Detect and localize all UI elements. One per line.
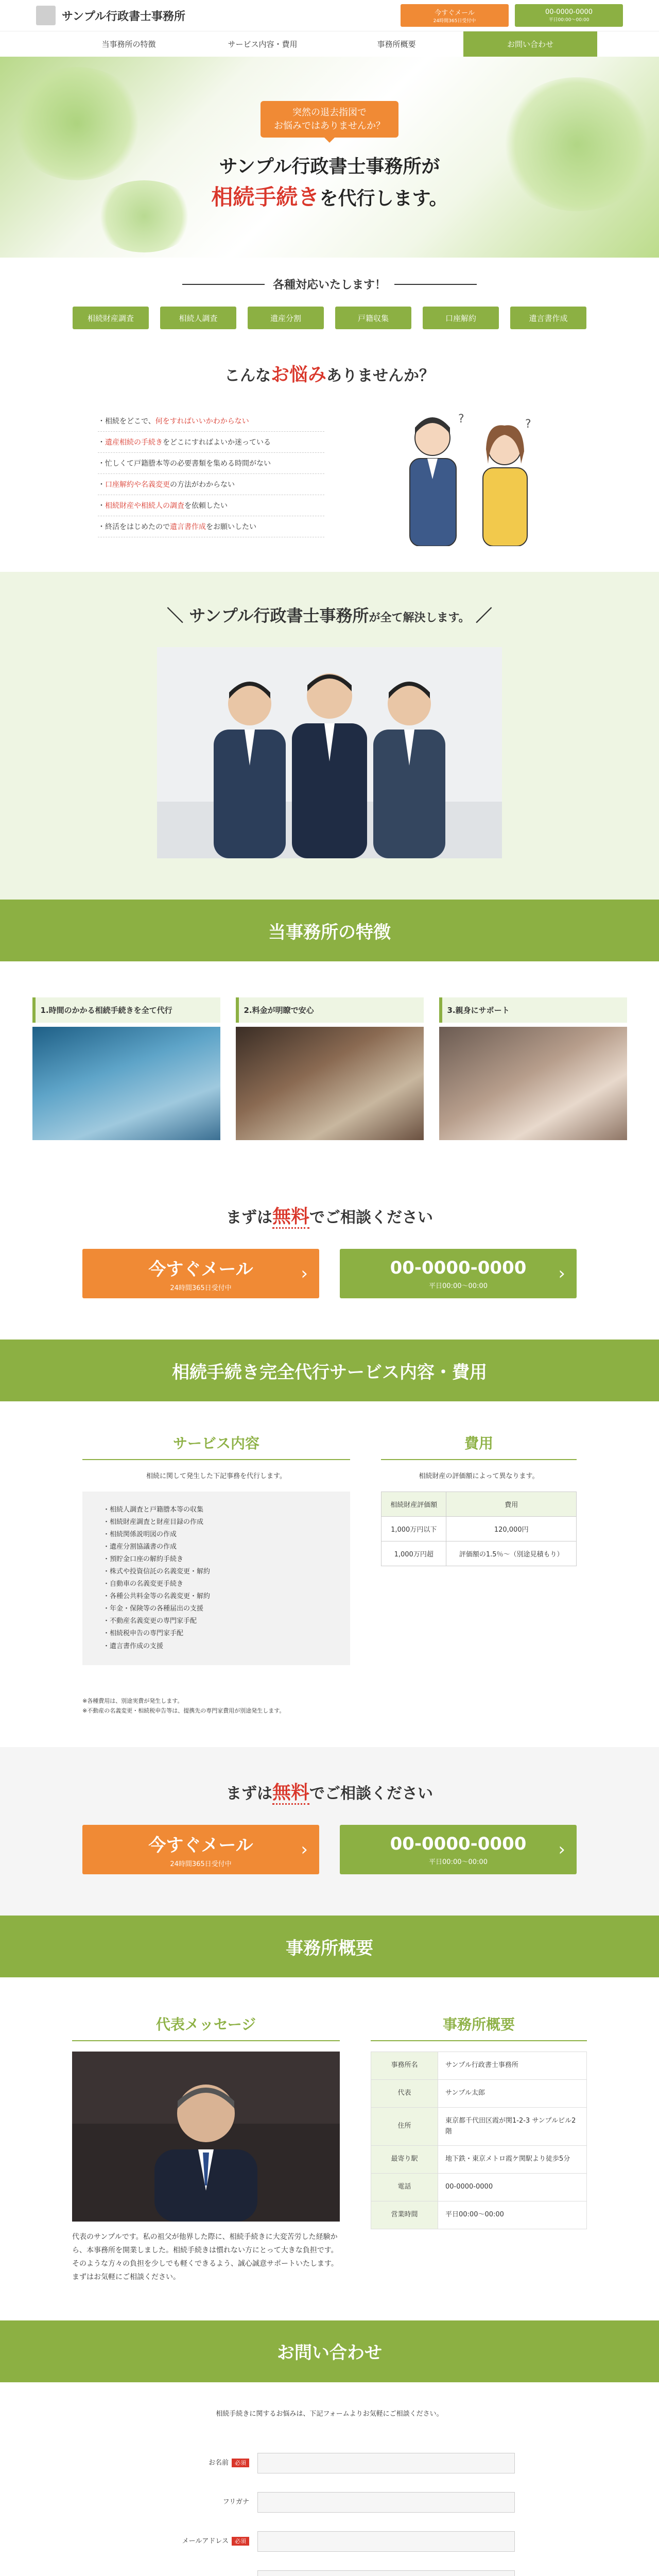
kana-label — [103, 2492, 257, 2513]
consult-heading-post: でご相談ください — [309, 1785, 433, 1803]
staff-photo-icon — [157, 647, 502, 858]
nav-item-contact[interactable]: お問い合わせ — [463, 31, 597, 57]
name-label — [103, 2453, 257, 2473]
worry-text: ・ — [98, 438, 105, 447]
solve-office-name: サンプル行政書士事務所 — [189, 606, 369, 625]
representative-message — [72, 2013, 340, 2284]
table-row — [371, 2146, 587, 2174]
service-fee — [381, 1432, 577, 1665]
consult-mail-label: 今すぐメール — [148, 1259, 253, 1280]
worries-box — [98, 402, 561, 546]
worries-heading — [209, 360, 450, 386]
office-key: 最寄り駅 — [371, 2146, 438, 2174]
worries-heading-post: ありませんか？ — [326, 367, 435, 385]
worry-text: ・相続をどこで、 — [98, 417, 155, 426]
table-row — [381, 1492, 577, 1517]
consult-mail-button[interactable] — [82, 1825, 319, 1874]
list-item: ・各種公共料金等の名義変更・解約 — [103, 1592, 211, 1601]
site-logo[interactable] — [36, 6, 185, 25]
worry-text: をどこにすればよいか迷っている — [163, 438, 271, 447]
name-input[interactable] — [257, 2453, 515, 2473]
feature-title: 2.料金が明瞭で安心 — [236, 997, 424, 1023]
worried-people-icon — [376, 402, 561, 546]
worry-text: ・ — [98, 502, 105, 510]
office-value: 東京都千代田区霞が関1-2-3 サンプルビル2階 — [438, 2107, 587, 2146]
office-key: 住所 — [371, 2107, 438, 2146]
office-profile — [371, 2013, 587, 2284]
target-item: 戸籍収集 — [335, 307, 411, 329]
form-row — [103, 2561, 556, 2576]
solve-section — [0, 572, 659, 900]
header-cta — [401, 4, 623, 27]
target-item: 遺言書作成 — [510, 307, 586, 329]
global-nav — [0, 31, 659, 57]
phone-label — [103, 2570, 257, 2576]
header-tel-sub: 平日00:00〜00:00 — [548, 18, 589, 23]
feature-card — [32, 997, 220, 1140]
contact-section — [0, 2382, 659, 2576]
form-row — [103, 2483, 556, 2522]
consult-heading-pre: まずは — [226, 1785, 272, 1803]
service-content-heading: サービス内容 — [82, 1432, 350, 1460]
field-label: お名前 — [208, 2459, 229, 2467]
message-text: 代表のサンプルです。私の祖父が他界した際に、相続手続きに大変苦労した経験から、本事務所を開業しました。相続手続きは慣れない方にとって大きな負担です。そのような方々の負担を少しでも軽くできるよう、誠心誠意サポートいたします。まずはお気軽にご相談ください。 — [72, 2233, 338, 2281]
feature-card — [236, 997, 424, 1140]
office-key: 電話 — [371, 2174, 438, 2201]
list-item: ・年金・保険等の各種届出の支援 — [103, 1605, 204, 1613]
office-key: 営業時間 — [371, 2201, 438, 2229]
targets-list — [0, 307, 659, 329]
nav-item-services[interactable]: サービス内容・費用 — [228, 40, 298, 49]
consult-tel-sub: 平日00:00〜00:00 — [429, 1282, 488, 1290]
leaf-decoration — [499, 77, 654, 211]
office-value: 地下鉄・東京メトロ霞ケ関駅より徒歩5分 — [438, 2146, 587, 2174]
list-item: ・株式や投資信託の名義変更・解約 — [103, 1568, 211, 1576]
office-key: 代表 — [371, 2079, 438, 2107]
consult-tel-button[interactable] — [340, 1825, 577, 1874]
contact-lead: 相続手続きに関するお悩みは、下記フォームよりお気軽にご相談ください。 — [216, 2410, 443, 2418]
worry-text: をお願いしたい — [206, 523, 256, 531]
hero-title-highlight: 相続手続き — [211, 184, 320, 210]
office-key: 事務所名 — [371, 2052, 438, 2080]
form-row — [103, 2522, 556, 2561]
header — [0, 0, 659, 57]
fee-cell: 1,000万円超 — [381, 1541, 446, 1566]
service-content-lead: 相続に関して発生した下記事務を代行します。 — [146, 1472, 286, 1480]
fee-lead: 相続財産の評価額によって異なります。 — [419, 1472, 539, 1480]
staff-photo — [157, 647, 502, 858]
list-item: ・相続財産調査と財産目録の作成 — [103, 1518, 204, 1527]
worries-list — [98, 411, 324, 537]
list-item: ・相続人調査と戸籍謄本等の収集 — [103, 1506, 204, 1514]
consult-heading-post: でご相談ください — [309, 1209, 433, 1227]
nav-item-profile[interactable]: 事務所概要 — [377, 40, 416, 49]
worry-text: ・終活をはじめたので — [98, 523, 170, 531]
hero-title-line2: を代行します。 — [319, 188, 448, 209]
header-tel-title: 00-0000-0000 — [545, 8, 593, 16]
features-band-title: 当事務所の特徴 — [0, 900, 659, 961]
email-input[interactable] — [257, 2531, 515, 2552]
svg-text:?: ? — [458, 413, 464, 426]
consult-buttons — [0, 1825, 659, 1874]
feature-image-building — [32, 1027, 220, 1140]
representative-photo — [72, 2052, 340, 2222]
office-heading: 事務所概要 — [371, 2013, 587, 2041]
solve-heading-rest: が全て解決します。 — [369, 612, 470, 624]
service-notes — [82, 1696, 577, 1717]
hero-title-line1: サンプル行政書士事務所が — [219, 156, 440, 177]
fee-cell: 120,000円 — [446, 1517, 577, 1541]
targets-heading: 各種対応いたします！ — [0, 276, 659, 292]
list-item: ・自動車の名義変更手続き — [103, 1580, 184, 1588]
table-row — [371, 2174, 587, 2201]
consult-tel-label: 00-0000-0000 — [390, 1257, 527, 1278]
list-item — [98, 453, 324, 474]
list-item — [98, 516, 324, 537]
office-value: 00-0000-0000 — [438, 2174, 587, 2201]
fee-table — [381, 1492, 577, 1566]
table-row — [371, 2052, 587, 2080]
consult-tel-label: 00-0000-0000 — [390, 1833, 527, 1854]
worry-highlight: 何をすればいいかわからない — [155, 417, 249, 426]
contact-band-title: お問い合わせ — [0, 2320, 659, 2382]
feature-card — [439, 997, 627, 1140]
office-table — [371, 2052, 587, 2229]
services-section — [0, 1401, 659, 1696]
list-item: ・不動産名義変更の専門家手配 — [103, 1617, 197, 1625]
service-note: ※各種費用は、別途実費が発生します。 — [82, 1697, 183, 1704]
header-mail-button[interactable] — [401, 4, 509, 27]
table-row — [381, 1517, 577, 1541]
profile-section — [0, 1977, 659, 2320]
required-badge: 必須 — [232, 2459, 249, 2467]
required-badge: 必須 — [232, 2537, 249, 2546]
worry-text: の方法がわからない — [170, 481, 235, 489]
site-name: サンプル行政書士事務所 — [62, 10, 186, 23]
nav-item-features[interactable]: 当事務所の特徴 — [101, 40, 156, 49]
list-item — [98, 474, 324, 495]
top-bar — [0, 0, 659, 31]
solve-heading — [0, 603, 659, 626]
list-item: ・遺産分割協議書の作成 — [103, 1543, 177, 1551]
worries-heading-em: お悩み — [270, 364, 326, 385]
worry-text: ・ — [98, 481, 105, 489]
consult-buttons — [0, 1249, 659, 1298]
consult-heading — [0, 1202, 659, 1228]
list-item: ・相続関係説明図の作成 — [103, 1531, 177, 1539]
fee-header-cell: 費用 — [446, 1492, 577, 1517]
profile-band-title: 事務所概要 — [0, 1916, 659, 1977]
services-band-title: 相続手続き完全代行サービス内容・費用 — [0, 1340, 659, 1401]
hero — [0, 57, 659, 258]
list-item — [98, 411, 324, 432]
worried-people-illustration — [376, 402, 561, 546]
hero-badge — [261, 101, 398, 137]
slash-icon: ／ — [475, 606, 492, 625]
worries-heading-pre: こんな — [224, 367, 271, 385]
target-item: 口座解約 — [423, 307, 499, 329]
hero-title — [211, 153, 447, 213]
feature-image-support — [439, 1027, 627, 1140]
kana-input[interactable] — [257, 2492, 515, 2513]
consult-free: 無料 — [272, 1782, 309, 1805]
fee-header-cell: 相続財産評価額 — [381, 1492, 446, 1517]
office-value: サンプル行政書士事務所 — [438, 2052, 587, 2080]
consult-tel-sub: 平日00:00〜00:00 — [429, 1858, 488, 1866]
list-item: ・預貯金口座の解約手続き — [103, 1555, 184, 1564]
worry-highlight: 遺言書作成 — [170, 523, 206, 531]
header-tel-button[interactable] — [515, 4, 623, 27]
header-mail-sub: 24時間365日受付中 — [433, 19, 476, 24]
svg-text:?: ? — [525, 418, 531, 431]
email-label — [103, 2531, 257, 2552]
service-list — [82, 1492, 350, 1665]
consult-heading — [0, 1778, 659, 1804]
table-row — [381, 1541, 577, 1566]
fee-cell: 評価額の1.5％〜（別途見積もり） — [446, 1541, 577, 1566]
logo-mark-icon — [36, 6, 56, 25]
feature-title: 1.時間のかかる相続手続きを全て代行 — [32, 997, 220, 1023]
worry-highlight: 遺産相続の手続き — [105, 438, 163, 447]
field-label: メールアドレス — [182, 2537, 229, 2545]
consult-mail-button[interactable] — [82, 1249, 319, 1298]
consult-mail-sub: 24時間365日受付中 — [170, 1284, 232, 1292]
consult-section — [0, 1171, 659, 1340]
table-row — [371, 2079, 587, 2107]
worry-text: ・忙しくて戸籍謄本等の必要書類を集める時間がない — [98, 460, 271, 468]
worry-highlight: 口座解約や名義変更 — [105, 481, 170, 489]
service-content — [82, 1432, 350, 1665]
consult-heading-pre: まずは — [226, 1209, 272, 1227]
feature-title: 3.親身にサポート — [439, 997, 627, 1023]
target-item: 遺産分割 — [248, 307, 324, 329]
header-mail-title: 今すぐメール — [435, 9, 475, 17]
list-item: ・相続税申告の専門家手配 — [103, 1630, 184, 1638]
list-item: ・遺言書作成の支援 — [103, 1642, 164, 1650]
contact-form — [0, 2444, 659, 2576]
phone-input[interactable] — [257, 2570, 515, 2576]
table-row — [371, 2201, 587, 2229]
consult-mail-sub: 24時間365日受付中 — [170, 1860, 232, 1869]
target-item: 相続財産調査 — [73, 307, 149, 329]
worries-section — [0, 350, 659, 572]
service-note: ※不動産の名義変更・相続税申告等は、提携先の専門家費用が別途発生します。 — [82, 1707, 285, 1715]
leaf-decoration — [10, 67, 144, 180]
worry-highlight: 相続財産や相続人の調査 — [105, 502, 184, 510]
consult-free: 無料 — [272, 1206, 309, 1229]
target-item: 相続人調査 — [160, 307, 236, 329]
table-row — [371, 2107, 587, 2146]
leaf-decoration — [93, 180, 196, 252]
consult-section-2 — [0, 1747, 659, 1916]
slash-icon: ＼ — [167, 606, 184, 625]
list-item — [98, 432, 324, 453]
feature-image-calculator — [236, 1027, 424, 1140]
fee-heading: 費用 — [381, 1432, 577, 1460]
office-value: 平日00:00〜00:00 — [438, 2201, 587, 2229]
hero-badge-line1: 突然の退去指図で — [292, 107, 367, 118]
targets-section — [0, 258, 659, 350]
form-row — [103, 2444, 556, 2483]
field-label: フリガナ — [222, 2498, 249, 2506]
consult-mail-label: 今すぐメール — [148, 1835, 253, 1856]
features-section — [0, 961, 659, 1171]
list-item — [98, 495, 324, 516]
consult-tel-button[interactable] — [340, 1249, 577, 1298]
fee-cell: 1,000万円以下 — [381, 1517, 446, 1541]
representative-photo-icon — [72, 2052, 340, 2222]
office-value: サンプル太郎 — [438, 2079, 587, 2107]
worry-text: を依頼したい — [184, 502, 228, 510]
message-heading: 代表メッセージ — [72, 2013, 340, 2041]
hero-badge-line2: お悩みではありませんか？ — [274, 120, 385, 131]
